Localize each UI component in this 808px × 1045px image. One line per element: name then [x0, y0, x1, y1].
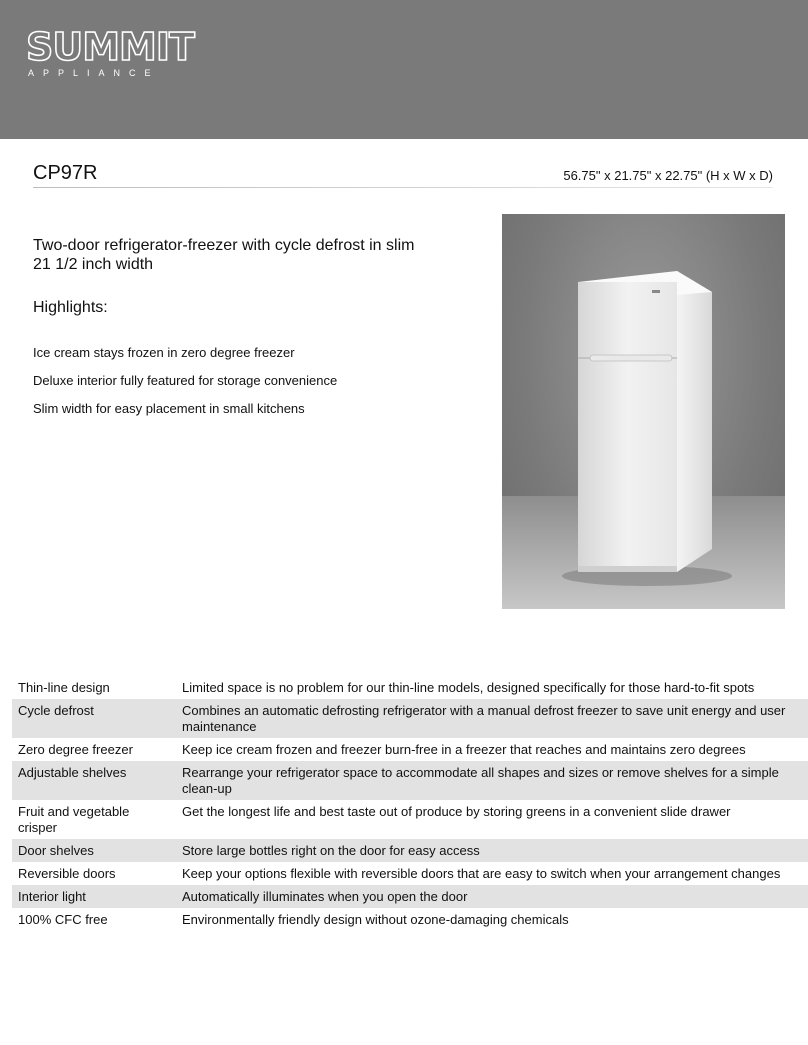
feature-label: Interior light: [12, 885, 176, 908]
feature-label: Cycle defrost: [12, 699, 176, 738]
feature-description: Store large bottles right on the door for easy access: [176, 839, 808, 862]
feature-description: Combines an automatic defrosting refrigerator with a manual defrost freezer to save unit energy and user maintenance: [176, 699, 808, 738]
feature-label: Reversible doors: [18, 866, 116, 881]
table-row: [12, 839, 808, 862]
feature-description: Limited space is no problem for our thin-line models, designed specifically for those hard-to-fit spots: [182, 680, 755, 695]
brand-subtitle: APPLIANCE: [28, 68, 160, 78]
feature-label: Thin-line design: [18, 680, 110, 695]
feature-label: Zero degree freezer: [18, 742, 133, 757]
highlight-item: Slim width for easy placement in small kitchens: [33, 401, 305, 416]
summit-logo: [26, 25, 194, 84]
highlights-title: Highlights:: [33, 299, 108, 316]
table-row: [12, 908, 808, 931]
feature-label: Adjustable shelves: [12, 761, 176, 800]
table-row: [12, 738, 808, 761]
model-number: CP97R: [33, 162, 98, 184]
dimensions: 56.75" x 21.75" x 22.75" (H x W x D): [563, 168, 773, 183]
feature-label: 100% CFC free: [18, 912, 108, 927]
model-row: [33, 162, 773, 188]
feature-label: Door shelves: [12, 839, 176, 862]
highlight-item: Ice cream stays frozen in zero degree freezer: [33, 345, 295, 360]
product-photo: [502, 214, 785, 609]
features-table: [12, 676, 808, 931]
feature-label: Fruit and vegetable crisper: [18, 804, 130, 835]
feature-description: Rearrange your refrigerator space to accommodate all shapes and sizes or remove shelves for a simple clean-up: [176, 761, 808, 800]
header-band: [0, 0, 808, 139]
table-row: [12, 800, 808, 839]
feature-description: Automatically illuminates when you open the door: [176, 885, 808, 908]
table-row: [12, 862, 808, 885]
divider: [33, 187, 773, 188]
product-headline: Two-door refrigerator-freezer with cycle defrost in slim 21 1/2 inch width: [33, 237, 415, 273]
feature-description: Environmentally friendly design without ozone-damaging chemicals: [182, 912, 569, 927]
highlights-list: [33, 345, 473, 429]
highlight-item: Deluxe interior fully featured for storage convenience: [33, 373, 338, 388]
brand-name: SUMMIT: [26, 25, 194, 69]
table-row: [12, 761, 808, 800]
feature-description: Get the longest life and best taste out of produce by storing greens in a convenient slide drawer: [182, 804, 731, 819]
feature-description: Keep your options flexible with reversible doors that are easy to switch when your arrangement changes: [182, 866, 781, 881]
table-row: [12, 699, 808, 738]
table-row: [12, 885, 808, 908]
feature-description: Keep ice cream frozen and freezer burn-free in a freezer that reaches and maintains zero degrees: [182, 742, 746, 757]
refrigerator-image: [502, 214, 785, 609]
table-row: [12, 676, 808, 699]
